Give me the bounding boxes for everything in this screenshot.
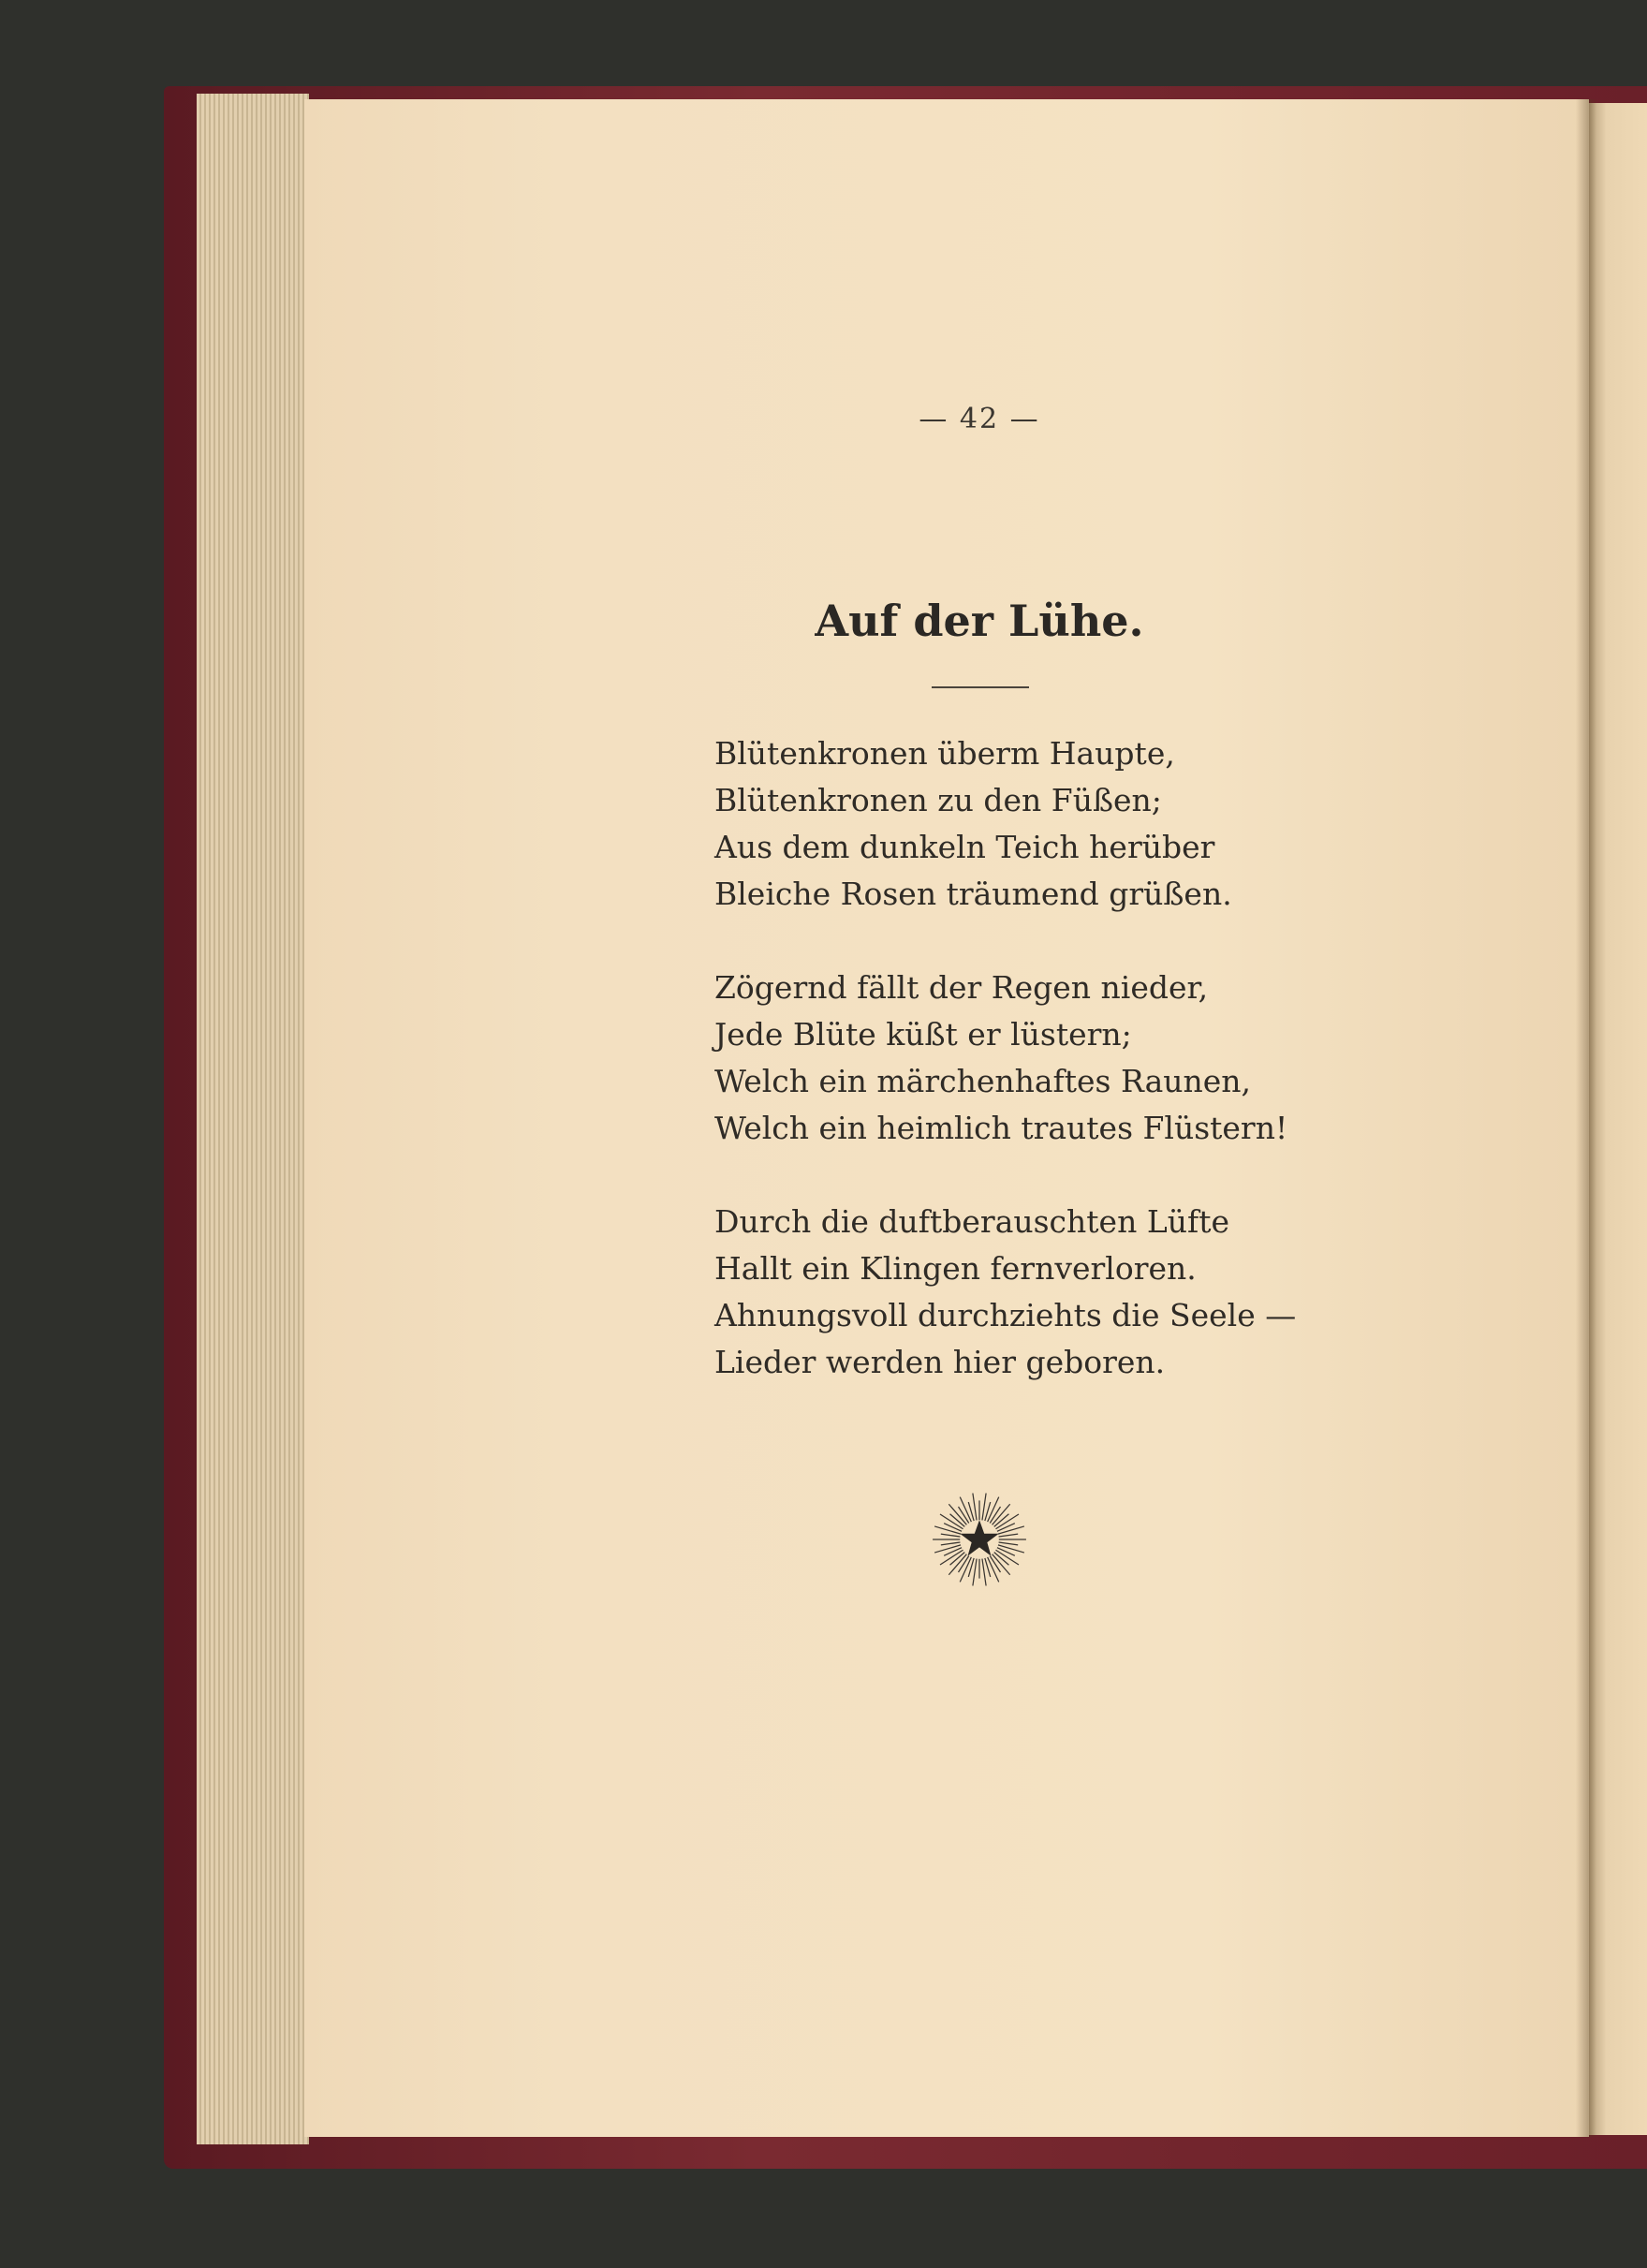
poem-line: Lieder werden hier geboren.	[714, 1344, 1166, 1380]
ornament-ray	[941, 1542, 961, 1545]
title-rule	[932, 686, 1029, 688]
poem-line: Jede Blüte küßt er lüstern;	[714, 1016, 1132, 1053]
poem-title: Auf der Lühe.	[815, 596, 1144, 646]
stanza-3	[714, 1199, 1295, 1386]
star-burst-icon	[931, 1491, 1028, 1588]
ornament-ray	[934, 1545, 961, 1553]
ornament-ray	[973, 1559, 977, 1586]
ornament-ray	[934, 1526, 961, 1534]
poem-line: Zögernd fällt der Regen nieder,	[714, 969, 1209, 1006]
poem-line: Welch ein heimlich trautes Flüstern!	[714, 1110, 1288, 1146]
poem-line: Blütenkronen überm Haupte,	[714, 735, 1175, 772]
page-number: — 42 —	[919, 403, 1040, 435]
ornament-ray	[999, 1534, 1019, 1537]
poem-line: Durch die duftberauschten Lüfte	[714, 1203, 1229, 1240]
ornament-ray	[999, 1542, 1019, 1545]
poem-body	[714, 730, 1295, 1433]
ornament-ray	[982, 1494, 986, 1521]
poem-line: Hallt ein Klingen fernverloren.	[714, 1250, 1197, 1287]
poem-line: Blütenkronen zu den Füßen;	[714, 782, 1162, 818]
ornament-ray	[982, 1559, 986, 1586]
stanza-2	[714, 965, 1295, 1152]
poem-line: Ahnungsvoll durchziehts die Seele —	[714, 1297, 1297, 1333]
poem-line: Bleiche Rosen träumend grüßen.	[714, 876, 1232, 912]
ornament-ray	[998, 1526, 1024, 1534]
stanza-1	[714, 730, 1295, 918]
ornament-ray	[941, 1534, 961, 1537]
ornament-ray	[973, 1494, 977, 1521]
poem-line: Aus dem dunkeln Teich herüber	[714, 829, 1215, 865]
ornament-ray	[998, 1545, 1024, 1553]
page-edges	[197, 94, 309, 2144]
poem-line: Welch ein märchenhaftes Raunen,	[714, 1063, 1252, 1099]
